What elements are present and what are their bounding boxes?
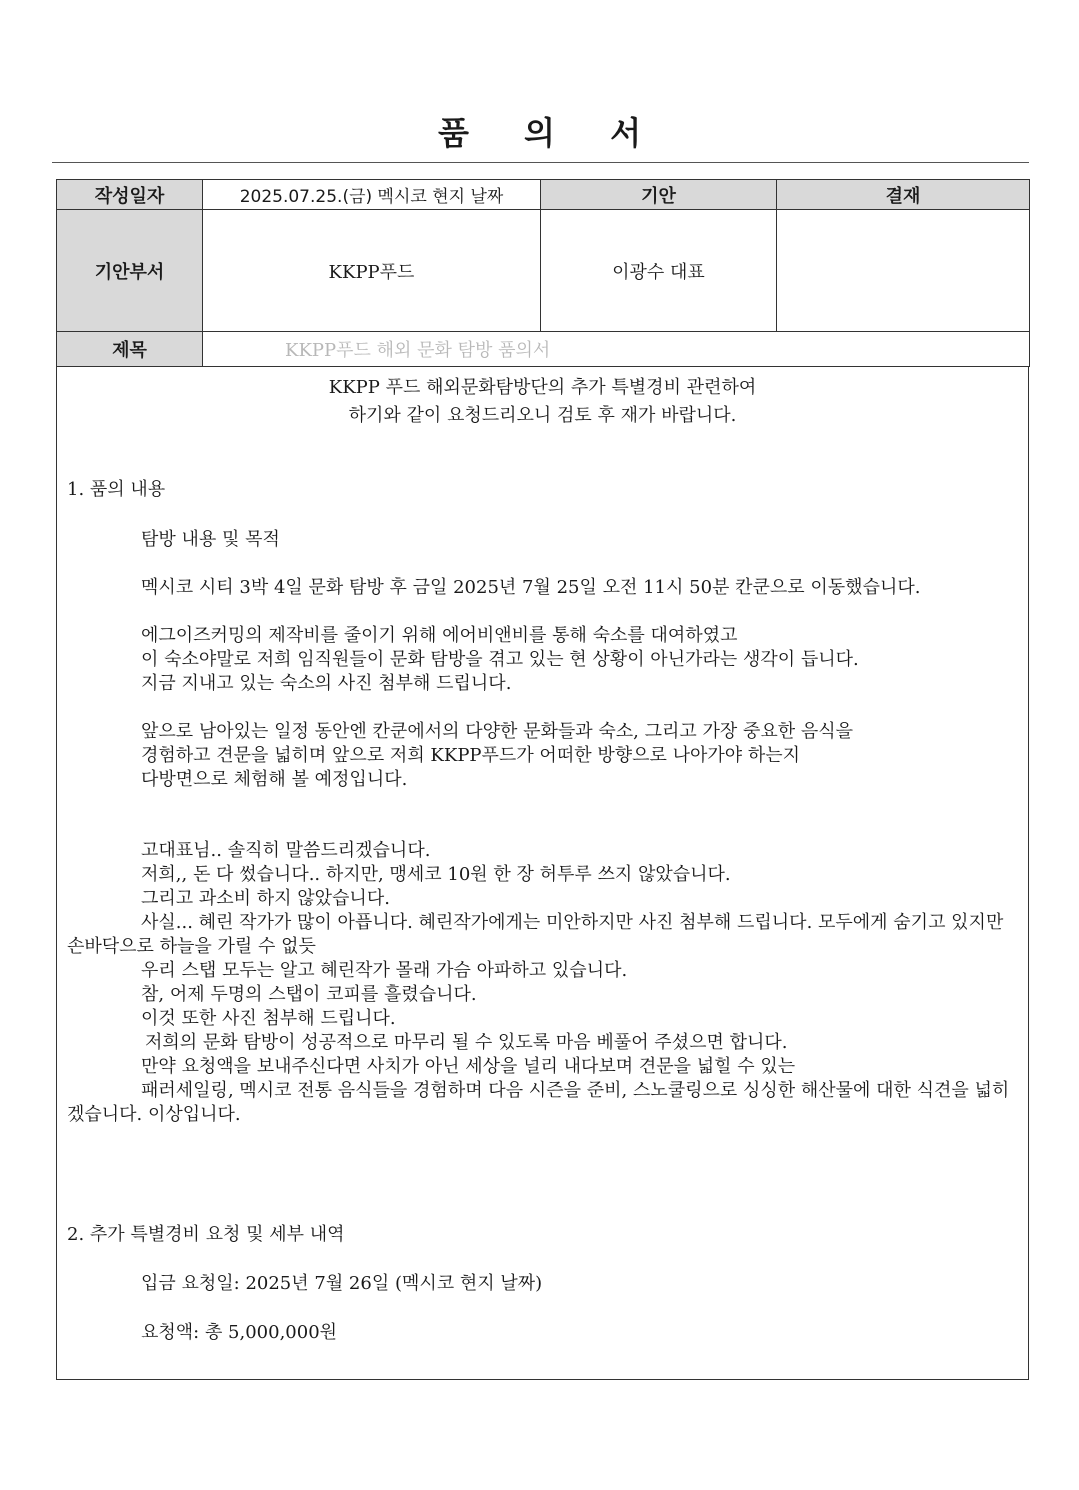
dept-label: 기안부서 (57, 210, 203, 332)
deposit-date: 입금 요청일: 2025년 7월 26일 (멕시코 현지 날짜) (141, 1273, 543, 1294)
title-divider (52, 162, 1029, 163)
subject-value: KKPP푸드 해외 문화 탐방 품의서 (203, 332, 1030, 367)
approval-signature-cell (777, 210, 1030, 332)
date-label: 작성일자 (57, 180, 203, 210)
approval-label: 결재 (777, 180, 1030, 210)
line-8: 고대표님.. 솔직히 말씀드리겠습니다. (141, 840, 431, 861)
requested-amount: 요청액: 총 5,000,000원 (141, 1322, 338, 1343)
line-9: 저희,, 돈 다 썼습니다.. 하지만, 맹세코 10원 한 장 허투루 쓰지 않았습니다. (141, 864, 731, 885)
paragraph-1: 멕시코 시티 3박 4일 문화 탐방 후 금일 2025년 7월 25일 오전 11시 50분 칸쿤으로 이동했습니다. (141, 577, 921, 598)
line-3: 이 숙소야말로 저희 임직원들이 문화 탐방을 겪고 있는 현 상황이 아닌가라는 생각이 듭니다. (141, 649, 859, 670)
draft-label: 기안 (541, 180, 777, 210)
line-14: 이것 또한 사진 첨부해 드립니다. (141, 1008, 396, 1029)
intro-line-1: KKPP 푸드 해외문화탐방단의 추가 특별경비 관련하여 (328, 377, 757, 398)
subject-label: 제목 (57, 332, 203, 367)
section-2-heading: 2. 추가 특별경비 요청 및 세부 내역 (67, 1224, 345, 1245)
paragraph-17: 패러세일링, 멕시코 전통 음식들을 경험하며 다음 시즌을 준비, 스노쿨링으로 싱싱한 해산물에 대한 식견을 넓히겠습니다. 이상입니다. (67, 1080, 1010, 1125)
line-15: 저희의 문화 탐방이 성공적으로 마무리 될 수 있도록 마음 베풀어 주셨으면 합니다. (145, 1032, 788, 1053)
line-13: 참, 어제 두명의 스탭이 코피를 흘렸습니다. (141, 984, 477, 1005)
line-2: 에그이즈커밍의 제작비를 줄이기 위해 에어비앤비를 통해 숙소를 대여하였고 (141, 625, 738, 646)
section-1-heading: 1. 품의 내용 (67, 479, 166, 500)
intro-line-2: 하기와 같이 요청드리오니 검토 후 재가 바랍니다. (348, 405, 737, 426)
document-body (56, 366, 1029, 1380)
line-7: 다방면으로 체험해 볼 예정입니다. (141, 769, 408, 790)
drafter-value: 이광수 대표 (541, 210, 777, 332)
line-16: 만약 요청액을 보내주신다면 사치가 아닌 세상을 널리 내다보며 견문을 넓힐 수 있는 (141, 1056, 796, 1077)
info-table (56, 179, 1030, 367)
intro-text (57, 374, 1028, 430)
section-1-subheading: 탐방 내용 및 목적 (141, 529, 280, 550)
paragraph-11: 사실... 혜린 작가가 많이 아픕니다. 혜린작가에게는 미안하지만 사진 첨부해 드립니다. 모두에게 숨기고 있지만 손바닥으로 하늘을 가릴 수 없듯 (67, 912, 1004, 957)
dept-value: KKPP푸드 (203, 210, 541, 332)
line-10: 그리고 과소비 하지 않았습니다. (141, 888, 390, 909)
line-12: 우리 스탭 모두는 알고 혜린작가 몰래 가슴 아파하고 있습니다. (141, 960, 628, 981)
line-6: 경험하고 견문을 넓히며 앞으로 저희 KKPP푸드가 어떠한 방향으로 나아가야 하는지 (141, 745, 801, 766)
line-5: 앞으로 남아있는 일정 동안엔 칸쿤에서의 다양한 문화들과 숙소, 그리고 가장 중요한 음식을 (141, 721, 854, 742)
document-title: 품 의 서 (437, 114, 664, 152)
date-value: 2025.07.25.(금) 멕시코 현지 날짜 (203, 180, 541, 210)
line-4: 지금 지내고 있는 숙소의 사진 첨부해 드립니다. (141, 673, 512, 694)
